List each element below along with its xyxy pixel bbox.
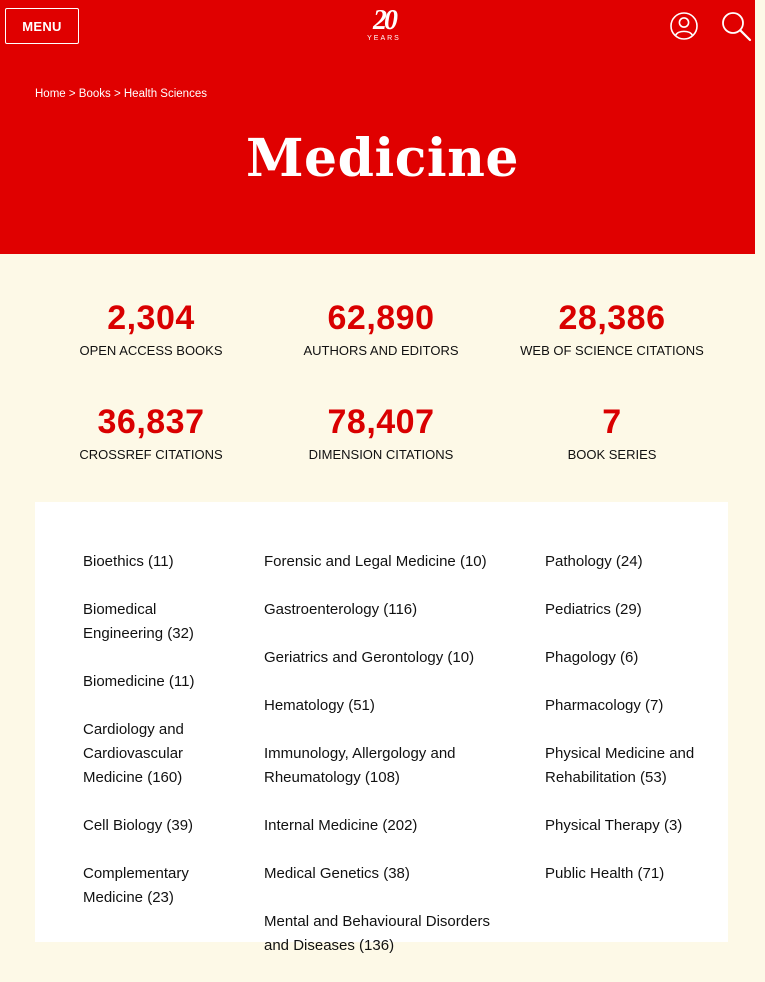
stat-crossref-citations	[21, 402, 281, 462]
category-column-3	[545, 550, 695, 910]
stat-label: CROSSREF CITATIONS	[79, 447, 223, 462]
category-link-phagology[interactable]: Phagology (6)	[545, 649, 639, 666]
stat-authors-and-editors	[251, 298, 511, 358]
logo-number: 20	[373, 5, 395, 36]
category-link-biomedical-engineering[interactable]: Biomedical Engineering (32)	[83, 601, 194, 642]
stat-label: OPEN ACCESS BOOKS	[79, 343, 223, 358]
category-link-public-health[interactable]: Public Health (71)	[545, 865, 665, 882]
category-link-forensic-medicine[interactable]: Forensic and Legal Medicine (10)	[264, 553, 487, 570]
stat-open-access-books	[21, 298, 281, 358]
category-link-immunology[interactable]: Immunology, Allergology and Rheumatology (108)	[264, 745, 456, 786]
stat-label: AUTHORS AND EDITORS	[303, 343, 459, 358]
stat-value: 78,407	[327, 403, 435, 441]
stat-label: BOOK SERIES	[567, 447, 657, 462]
stat-label: WEB OF SCIENCE CITATIONS	[520, 343, 704, 358]
user-icon[interactable]	[668, 10, 700, 42]
stat-value: 36,837	[97, 403, 205, 441]
stat-value: 2,304	[107, 299, 195, 337]
stat-value: 62,890	[327, 299, 435, 337]
category-link-cell-biology[interactable]: Cell Biology (39)	[83, 817, 194, 834]
category-panel	[35, 502, 728, 954]
category-link-physical-medicine[interactable]: Physical Medicine and Rehabilitation (53)	[545, 745, 695, 786]
category-link-cardiology[interactable]: Cardiology and Cardiovascular Medicine (160)	[83, 721, 184, 786]
category-link-geriatrics[interactable]: Geriatrics and Gerontology (10)	[264, 649, 475, 666]
category-link-biomedicine[interactable]: Biomedicine (11)	[83, 673, 195, 690]
search-icon[interactable]	[720, 10, 752, 42]
category-link-gastroenterology[interactable]: Gastroenterology (116)	[264, 601, 418, 618]
category-link-hematology[interactable]: Hematology (51)	[264, 697, 375, 714]
breadcrumb-health-sciences[interactable]: Health Sciences	[123, 88, 207, 100]
category-link-pathology[interactable]: Pathology (24)	[545, 553, 643, 570]
stat-dimension-citations	[251, 402, 511, 462]
breadcrumb-separator: >	[65, 88, 79, 100]
logo[interactable]	[360, 5, 408, 44]
category-link-complementary-medicine[interactable]: Complementary Medicine (23)	[83, 865, 189, 906]
category-column-2	[264, 550, 514, 982]
category-link-bioethics[interactable]: Bioethics (11)	[83, 553, 174, 570]
category-link-pharmacology[interactable]: Pharmacology (7)	[545, 697, 664, 714]
stat-web-of-science-citations	[482, 298, 742, 358]
page-title: Medicine	[245, 128, 520, 189]
category-link-physical-therapy[interactable]: Physical Therapy (3)	[545, 817, 683, 834]
category-link-medical-genetics[interactable]: Medical Genetics (38)	[264, 865, 410, 882]
breadcrumb	[35, 88, 207, 100]
breadcrumb-separator: >	[110, 88, 124, 100]
category-link-pediatrics[interactable]: Pediatrics (29)	[545, 601, 642, 618]
menu-button[interactable]: MENU	[5, 8, 79, 44]
breadcrumb-home[interactable]: Home	[35, 88, 66, 100]
stat-value: 28,386	[558, 299, 666, 337]
stat-label: DIMENSION CITATIONS	[308, 447, 454, 462]
category-link-internal-medicine[interactable]: Internal Medicine (202)	[264, 817, 418, 834]
hero-banner	[0, 0, 755, 254]
stat-value: 7	[602, 403, 622, 441]
breadcrumb-books[interactable]: Books	[78, 88, 111, 100]
category-column-1	[83, 550, 233, 934]
category-link-mental-disorders[interactable]: Mental and Behavioural Disorders and Diseases (136)	[264, 913, 490, 954]
stat-book-series	[482, 402, 742, 462]
logo-text: YEARS	[367, 35, 401, 42]
